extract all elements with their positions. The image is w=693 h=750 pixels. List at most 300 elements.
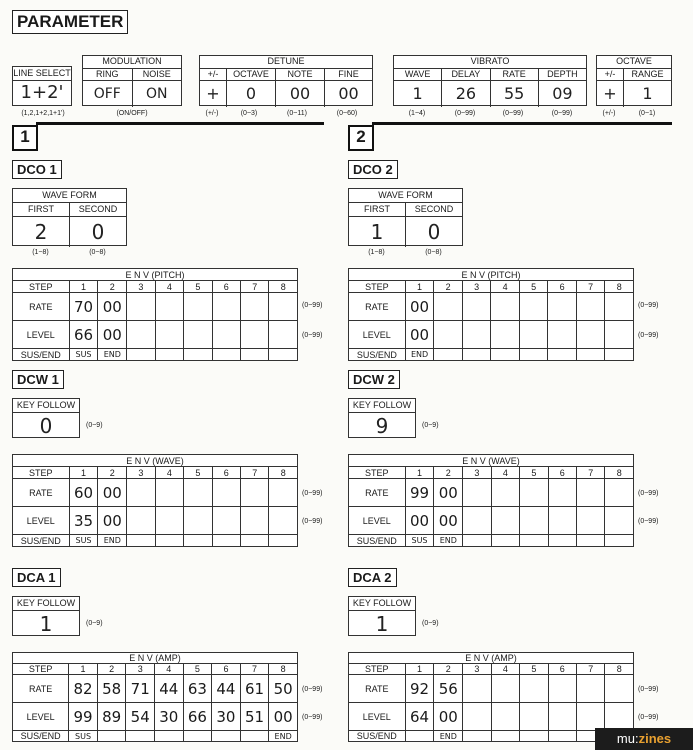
env-rate-value: 00 (98, 293, 127, 321)
env-step-num: 4 (491, 281, 520, 293)
env-rate-value (605, 293, 634, 321)
env-level-value: 66 (69, 321, 98, 349)
env-rate-value: 71 (126, 675, 155, 703)
env-step-num: 4 (155, 664, 184, 675)
env-step-num: 6 (212, 467, 240, 479)
octave-sign-label: +/- (597, 69, 624, 80)
env-range: (0~99) (302, 332, 323, 339)
detune-octave: 0 (227, 81, 276, 107)
line-2-rule (372, 122, 672, 125)
env-level-value: 99 (69, 703, 98, 731)
octave-sign-range: (+/-) (602, 110, 616, 117)
env-step-num: 8 (605, 281, 634, 293)
env-level-value (548, 321, 577, 349)
dcw2-env-table (348, 454, 634, 547)
env-level-value: 89 (97, 703, 126, 731)
env-rate-value (241, 479, 269, 507)
env-susend-value (241, 535, 269, 547)
env-susend-value (183, 731, 212, 742)
env-step-num: 2 (98, 281, 127, 293)
env-susend-value (577, 535, 605, 547)
env-rate-value (548, 479, 576, 507)
env-step-num: 2 (434, 467, 463, 479)
env-susend-value (212, 731, 241, 742)
env-level-value (434, 321, 463, 349)
muzines-logo[interactable] (595, 728, 693, 750)
env-level-label: LEVEL (13, 703, 69, 731)
env-rate-value (491, 675, 519, 703)
env-step-num: 8 (605, 467, 634, 479)
env-step-num: 5 (520, 664, 548, 675)
env-rate-value (519, 293, 548, 321)
detune-note-range: (0~11) (287, 110, 307, 117)
detune-note: 00 (276, 81, 325, 107)
env-level-value (184, 321, 212, 349)
detune-sign: + (200, 81, 227, 107)
octave-range: 1 (642, 84, 653, 103)
octave-range-range: (0~1) (638, 110, 656, 117)
dcw2-env-title: E N V (WAVE) (349, 455, 634, 467)
env-susend-value (269, 535, 298, 547)
page-title: PARAMETER (12, 10, 128, 34)
env-susend-value (463, 535, 491, 547)
env-level-value (491, 507, 519, 535)
vibrato-rate-label: RATE (491, 69, 539, 80)
env-susend-value: SUS (69, 731, 98, 742)
vibrato-title: VIBRATO (394, 56, 586, 69)
env-level-value: 64 (405, 703, 434, 731)
env-level-value (605, 321, 634, 349)
env-level-value (605, 703, 634, 731)
env-susend-value: SUS (69, 535, 98, 547)
env-rate-value: 50 (269, 675, 298, 703)
env-susend-label: SUS/END (349, 535, 406, 547)
env-susend-value (97, 731, 126, 742)
env-rate-value: 56 (434, 675, 463, 703)
env-level-value (127, 321, 155, 349)
env-susend-value: END (269, 731, 298, 742)
env-step-num: 7 (576, 281, 605, 293)
dco1-first-value: 2 (13, 217, 70, 247)
dca1-kf-range: (0~9) (86, 620, 103, 627)
env-susend-value: END (405, 349, 434, 361)
env-step-num: 5 (183, 664, 212, 675)
env-step-num: 6 (212, 664, 241, 675)
env-susend-value (520, 535, 548, 547)
env-susend-value (491, 731, 519, 742)
dco2-second-value: 0 (427, 220, 441, 244)
env-step-num: 2 (98, 467, 127, 479)
dcw1-keyfollow-label: KEY FOLLOW (13, 399, 79, 413)
env-susend-value (576, 349, 605, 361)
dca1-keyfollow-label: KEY FOLLOW (13, 597, 79, 611)
env-level-label: LEVEL (13, 321, 70, 349)
env-rate-label: RATE (13, 479, 70, 507)
env-step-num: 6 (548, 664, 576, 675)
env-rate-value (241, 293, 269, 321)
env-rate-value (605, 479, 634, 507)
env-level-value: 00 (269, 703, 298, 731)
env-rate-value (520, 479, 548, 507)
env-rate-label: RATE (13, 675, 69, 703)
detune-title: DETUNE (200, 56, 372, 69)
detune-fine-range: (0~60) (336, 110, 358, 117)
env-step-num: 6 (212, 281, 240, 293)
env-level-value (519, 321, 548, 349)
dcw1-title: DCW 1 (12, 370, 64, 389)
env-level-value (605, 507, 634, 535)
env-susend-label: SUS/END (349, 349, 406, 361)
env-step-num: 6 (548, 467, 576, 479)
env-susend-value (241, 349, 269, 361)
env-step-num: 5 (519, 281, 548, 293)
env-level-label: LEVEL (13, 507, 70, 535)
env-rate-value (491, 479, 519, 507)
vibrato-rate: 55 (491, 81, 539, 107)
vibrato-delay-label: DELAY (442, 69, 490, 80)
dcw2-keyfollow-label: KEY FOLLOW (349, 399, 415, 413)
dcw1-kf-range: (0~9) (86, 422, 103, 429)
env-step-label: STEP (13, 281, 70, 293)
env-step-num: 8 (269, 281, 298, 293)
env-level-value (491, 321, 520, 349)
env-susend-value (155, 535, 183, 547)
env-level-value (548, 507, 576, 535)
env-susend-value (184, 349, 212, 361)
dco2-env-title: E N V (PITCH) (349, 269, 634, 281)
env-susend-value (155, 731, 184, 742)
env-susend-value (126, 731, 155, 742)
detune-fine-label: FINE (338, 69, 359, 79)
env-rate-value: 58 (97, 675, 126, 703)
env-level-value (212, 321, 240, 349)
line-select-label: LINE SELECT (13, 67, 71, 81)
env-step-label: STEP (349, 281, 406, 293)
env-rate-label: RATE (13, 293, 70, 321)
env-rate-value (463, 675, 491, 703)
line-1-rule (36, 122, 324, 125)
env-range: (0~99) (638, 332, 659, 339)
env-range: (0~99) (638, 490, 659, 497)
env-susend-value: SUS (405, 535, 434, 547)
brand-a: mu: (616, 731, 639, 746)
env-level-value: 00 (405, 321, 434, 349)
dco1-waveform-box (12, 188, 127, 246)
env-step-num: 3 (126, 664, 155, 675)
env-level-value (155, 321, 183, 349)
env-level-value (463, 507, 491, 535)
env-step-num: 1 (405, 467, 434, 479)
vibrato-depth: 09 (552, 84, 573, 103)
env-step-num: 4 (155, 467, 183, 479)
env-step-num: 3 (463, 664, 491, 675)
env-level-value (127, 507, 155, 535)
env-range: (0~99) (638, 686, 659, 693)
env-rate-value (463, 479, 491, 507)
env-step-label: STEP (13, 664, 69, 675)
env-range: (0~99) (638, 302, 659, 309)
env-susend-value (127, 535, 155, 547)
env-level-value: 51 (240, 703, 269, 731)
env-level-value: 66 (183, 703, 212, 731)
env-step-num: 7 (240, 664, 269, 675)
dca2-kf-range: (0~9) (422, 620, 439, 627)
env-step-num: 1 (69, 664, 98, 675)
env-range: (0~99) (302, 686, 323, 693)
dco2-first-label: FIRST (349, 203, 406, 216)
vibrato-box (393, 55, 587, 106)
env-step-num: 4 (491, 664, 519, 675)
env-rate-value (184, 479, 212, 507)
env-susend-value (605, 535, 634, 547)
env-rate-label: RATE (349, 293, 406, 321)
dco1-env-table (12, 268, 298, 361)
line-1-number: 1 (12, 125, 38, 151)
env-step-num: 5 (184, 467, 212, 479)
env-step-num: 3 (127, 281, 155, 293)
env-step-num: 8 (605, 664, 634, 675)
modulation-note: (ON/OFF) (116, 110, 148, 117)
env-step-num: 7 (577, 467, 605, 479)
vibrato-wave: 1 (394, 81, 442, 107)
dco2-first-value: 1 (349, 217, 406, 247)
env-susend-value: SUS (69, 349, 98, 361)
env-level-label: LEVEL (349, 703, 406, 731)
octave-sign: + (597, 81, 624, 107)
env-rate-value: 44 (155, 675, 184, 703)
env-rate-value (155, 293, 183, 321)
dcw1-env-title: E N V (WAVE) (13, 455, 298, 467)
env-step-num: 2 (434, 664, 463, 675)
env-susend-value (548, 535, 576, 547)
env-step-num: 3 (462, 281, 491, 293)
env-level-value: 00 (434, 703, 463, 731)
env-level-value (520, 507, 548, 535)
env-susend-value (240, 731, 269, 742)
dco1-first-range: (1~8) (32, 249, 49, 256)
env-rate-value (491, 293, 520, 321)
env-rate-label: RATE (349, 675, 406, 703)
env-susend-label: SUS/END (13, 349, 70, 361)
env-rate-value (269, 479, 298, 507)
dco2-waveform-box (348, 188, 463, 246)
env-level-value: 30 (155, 703, 184, 731)
env-level-value (269, 507, 298, 535)
octave-title: OCTAVE (597, 56, 671, 69)
dca2-keyfollow-label: KEY FOLLOW (349, 597, 415, 611)
line-select-box (12, 66, 72, 106)
env-susend-value (184, 535, 212, 547)
env-step-num: 8 (269, 664, 298, 675)
env-susend-value (212, 349, 240, 361)
vibrato-delay: 26 (442, 81, 490, 107)
dco2-title: DCO 2 (348, 160, 398, 179)
detune-note-label: NOTE (276, 69, 325, 80)
env-susend-value (491, 349, 520, 361)
vibrato-rate-range: (0~99) (502, 110, 524, 117)
env-step-label: STEP (349, 664, 406, 675)
env-rate-value (212, 479, 240, 507)
dcw2-title: DCW 2 (348, 370, 400, 389)
env-step-num: 1 (405, 281, 434, 293)
vibrato-wave-range: (1~4) (408, 110, 426, 117)
env-rate-value (434, 293, 463, 321)
detune-sign-label: +/- (200, 69, 227, 80)
env-step-num: 7 (241, 467, 269, 479)
env-rate-value (127, 293, 155, 321)
env-range: (0~99) (638, 714, 659, 721)
env-level-label: LEVEL (349, 507, 406, 535)
env-susend-value (434, 349, 463, 361)
vibrato-depth-range: (0~99) (551, 110, 573, 117)
dco2-env-table (348, 268, 634, 361)
env-rate-value: 82 (69, 675, 98, 703)
env-step-label: STEP (13, 467, 70, 479)
env-rate-value (520, 675, 548, 703)
env-rate-value: 63 (183, 675, 212, 703)
env-susend-value (212, 535, 240, 547)
dca2-env-table (348, 652, 634, 742)
ring-label: RING (83, 69, 133, 80)
env-step-num: 3 (127, 467, 155, 479)
env-susend-value (548, 731, 576, 742)
env-rate-value: 99 (405, 479, 434, 507)
env-step-num: 1 (405, 664, 434, 675)
noise-value: ON (146, 86, 168, 102)
env-rate-value: 44 (212, 675, 241, 703)
dco1-title: DCO 1 (12, 160, 62, 179)
env-level-value: 00 (98, 507, 127, 535)
dca1-env-table (12, 652, 298, 742)
detune-box (199, 55, 373, 106)
dca2-keyfollow-value: 1 (375, 612, 389, 636)
env-step-num: 2 (434, 281, 463, 293)
dca2-env-title: E N V (AMP) (349, 653, 634, 664)
dca1-keyfollow-value: 1 (39, 612, 53, 636)
env-susend-label: SUS/END (13, 731, 69, 742)
env-susend-value (405, 731, 434, 742)
env-level-value (212, 507, 240, 535)
env-level-value (462, 321, 491, 349)
env-step-num: 7 (577, 664, 605, 675)
env-rate-value (577, 675, 605, 703)
env-rate-value (576, 293, 605, 321)
env-range: (0~99) (302, 518, 323, 525)
env-susend-value (548, 349, 577, 361)
env-rate-value (577, 479, 605, 507)
line-select-value: 1+2' (20, 82, 64, 103)
env-step-num: 1 (69, 281, 98, 293)
dco1-second-range: (0~8) (89, 249, 106, 256)
env-rate-value: 70 (69, 293, 98, 321)
env-rate-value (462, 293, 491, 321)
dca1-title: DCA 1 (12, 568, 61, 587)
env-rate-value (605, 675, 634, 703)
env-susend-value (519, 349, 548, 361)
env-range: (0~99) (638, 518, 659, 525)
env-step-num: 4 (155, 281, 183, 293)
env-rate-value (548, 675, 576, 703)
env-susend-label: SUS/END (349, 731, 406, 742)
env-susend-label: SUS/END (13, 535, 70, 547)
detune-octave-label: OCTAVE (227, 69, 276, 80)
dco1-first-label: FIRST (13, 203, 70, 216)
env-level-label: LEVEL (349, 321, 406, 349)
env-step-num: 2 (97, 664, 126, 675)
env-level-value (520, 703, 548, 731)
env-susend-value (520, 731, 548, 742)
env-susend-value (127, 349, 155, 361)
dco2-second-label: SECOND (414, 204, 454, 214)
dcw2-kf-range: (0~9) (422, 422, 439, 429)
env-step-num: 1 (69, 467, 98, 479)
env-rate-value (269, 293, 298, 321)
detune-fine: 00 (338, 84, 359, 103)
octave-box (596, 55, 672, 106)
env-susend-value: END (98, 349, 127, 361)
env-susend-value (463, 731, 491, 742)
env-level-value: 00 (98, 321, 127, 349)
vibrato-delay-range: (0~99) (454, 110, 476, 117)
dcw1-keyfollow-box (12, 398, 80, 438)
env-rate-value: 00 (434, 479, 463, 507)
env-rate-value: 92 (405, 675, 434, 703)
ring-value: OFF (83, 81, 133, 107)
env-step-num: 4 (491, 467, 519, 479)
env-susend-value (491, 535, 519, 547)
dcw2-keyfollow-value: 9 (375, 414, 389, 438)
detune-octave-range: (0~3) (240, 110, 258, 117)
env-level-value: 35 (69, 507, 98, 535)
env-rate-value (548, 293, 577, 321)
env-level-value (576, 321, 605, 349)
env-susend-value: END (434, 535, 463, 547)
env-step-label: STEP (349, 467, 406, 479)
dca1-keyfollow-box (12, 596, 80, 636)
env-rate-value (127, 479, 155, 507)
dco1-second-value: 0 (91, 220, 105, 244)
env-level-value (241, 507, 269, 535)
env-level-value: 54 (126, 703, 155, 731)
line-select-options: (1,2,1+2,1+1') (21, 110, 65, 117)
env-level-value (241, 321, 269, 349)
env-range: (0~99) (302, 490, 323, 497)
env-level-value (463, 703, 491, 731)
env-rate-value (212, 293, 240, 321)
env-level-value: 00 (405, 507, 434, 535)
env-level-value (577, 703, 605, 731)
env-rate-value: 61 (240, 675, 269, 703)
env-level-value: 30 (212, 703, 241, 731)
dcw1-keyfollow-value: 0 (39, 414, 53, 438)
dco1-waveform-label: WAVE FORM (13, 189, 126, 203)
env-level-value (155, 507, 183, 535)
env-level-value (184, 507, 212, 535)
env-level-value (269, 321, 298, 349)
env-level-value (491, 703, 519, 731)
dca1-env-title: E N V (AMP) (13, 653, 298, 664)
line-2-number: 2 (348, 125, 374, 151)
env-susend-value: END (98, 535, 127, 547)
dco2-second-range: (0~8) (425, 249, 442, 256)
env-level-value (548, 703, 576, 731)
env-susend-value (605, 349, 634, 361)
dcw1-env-table (12, 454, 298, 547)
dco2-first-range: (1~8) (368, 249, 385, 256)
dco1-second-label: SECOND (78, 204, 118, 214)
noise-label: NOISE (142, 69, 171, 79)
octave-range-label: RANGE (631, 69, 664, 79)
